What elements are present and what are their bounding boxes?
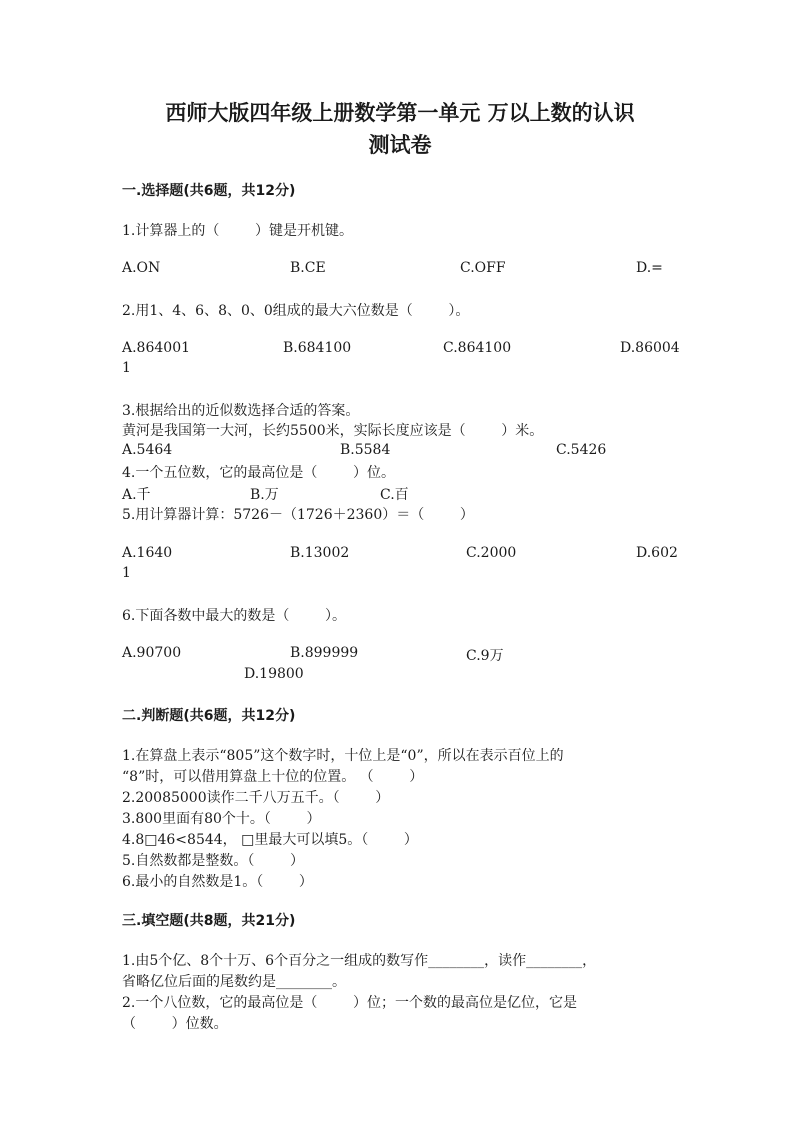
- option-b: B.CE: [290, 260, 326, 276]
- option-c: C.864100: [443, 340, 512, 356]
- option-b: B.899999: [290, 645, 359, 661]
- option-b: B.13002: [290, 545, 350, 561]
- section-heading-choice: 一.选择题(共6题，共12分): [122, 183, 296, 199]
- fill-in-item: 1.由5个亿、8个十万、6个百分之一组成的数写作________，读作________，: [122, 953, 597, 969]
- statement-item: 6.最小的自然数是1。（ ）: [122, 874, 313, 890]
- statement-item-continued: “8”时，可以借用算盘上十位的位置。 （ ）: [122, 769, 424, 785]
- option-a: A.千: [122, 487, 151, 503]
- question-stem: 5.用计算器计算：5726－（1726＋2360）＝（ ）: [122, 507, 474, 523]
- option-a: A.5464: [122, 442, 173, 458]
- option-a: A.90700: [122, 645, 182, 661]
- section-heading-fill-in: 三.填空题(共8题，共21分): [122, 913, 296, 929]
- option-a: A.ON: [122, 260, 161, 276]
- option-wrap: 1: [122, 360, 131, 376]
- section-heading-judgement: 二.判断题(共6题，共12分): [122, 708, 296, 724]
- option-d: D.602: [636, 545, 678, 561]
- statement-item: 3.800里面有80个十。（ ）: [122, 811, 321, 827]
- option-a: A.864001: [122, 340, 191, 356]
- statement-item: 4.8□46<8544， □里最大可以填5。（ ）: [122, 832, 418, 848]
- page-title-line2: 测试卷: [368, 133, 432, 157]
- question-stem: 6.下面各数中最大的数是（ ）。: [122, 608, 346, 624]
- option-d: D.=: [636, 260, 663, 276]
- question-stem: 4.一个五位数，它的最高位是（ ）位。: [122, 465, 395, 481]
- option-d: D.19800: [244, 666, 304, 682]
- question-stem-continued: 黄河是我国第一大河，长约5500米，实际长度应该是（ ）米。: [122, 423, 544, 439]
- statement-item: 2.20085000读作二千八万五千。（ ）: [122, 790, 390, 806]
- fill-in-item-continued: 省略亿位后面的尾数约是________。: [122, 974, 346, 990]
- fill-in-item: 2.一个八位数，它的最高位是（ ）位；一个数的最高位是亿位，它是: [122, 995, 577, 1011]
- page-title-line1: 西师大版四年级上册数学第一单元 万以上数的认识: [165, 101, 635, 125]
- option-c: C.9万: [466, 648, 504, 664]
- statement-item: 5.自然数都是整数。（ ）: [122, 853, 304, 869]
- fill-in-item-continued: （ ）位数。: [122, 1016, 228, 1032]
- option-c: C.5426: [556, 442, 607, 458]
- option-c: C.百: [380, 487, 409, 503]
- question-stem: 2.用1、4、6、8、0、0组成的最大六位数是（ ）。: [122, 303, 470, 319]
- option-wrap: 1: [122, 565, 131, 581]
- question-stem: 1.计算器上的（ ）键是开机键。: [122, 223, 353, 239]
- question-stem: 3.根据给出的近似数选择合适的答案。: [122, 403, 360, 419]
- option-a: A.1640: [122, 545, 173, 561]
- option-c: C.OFF: [460, 260, 506, 276]
- option-b: B.万: [250, 487, 279, 503]
- option-d: D.86004: [620, 340, 680, 356]
- statement-item: 1.在算盘上表示“805”这个数字时，十位上是“0”，所以在表示百位上的: [122, 748, 564, 764]
- option-b: B.5584: [340, 442, 391, 458]
- option-c: C.2000: [466, 545, 517, 561]
- option-b: B.684100: [283, 340, 352, 356]
